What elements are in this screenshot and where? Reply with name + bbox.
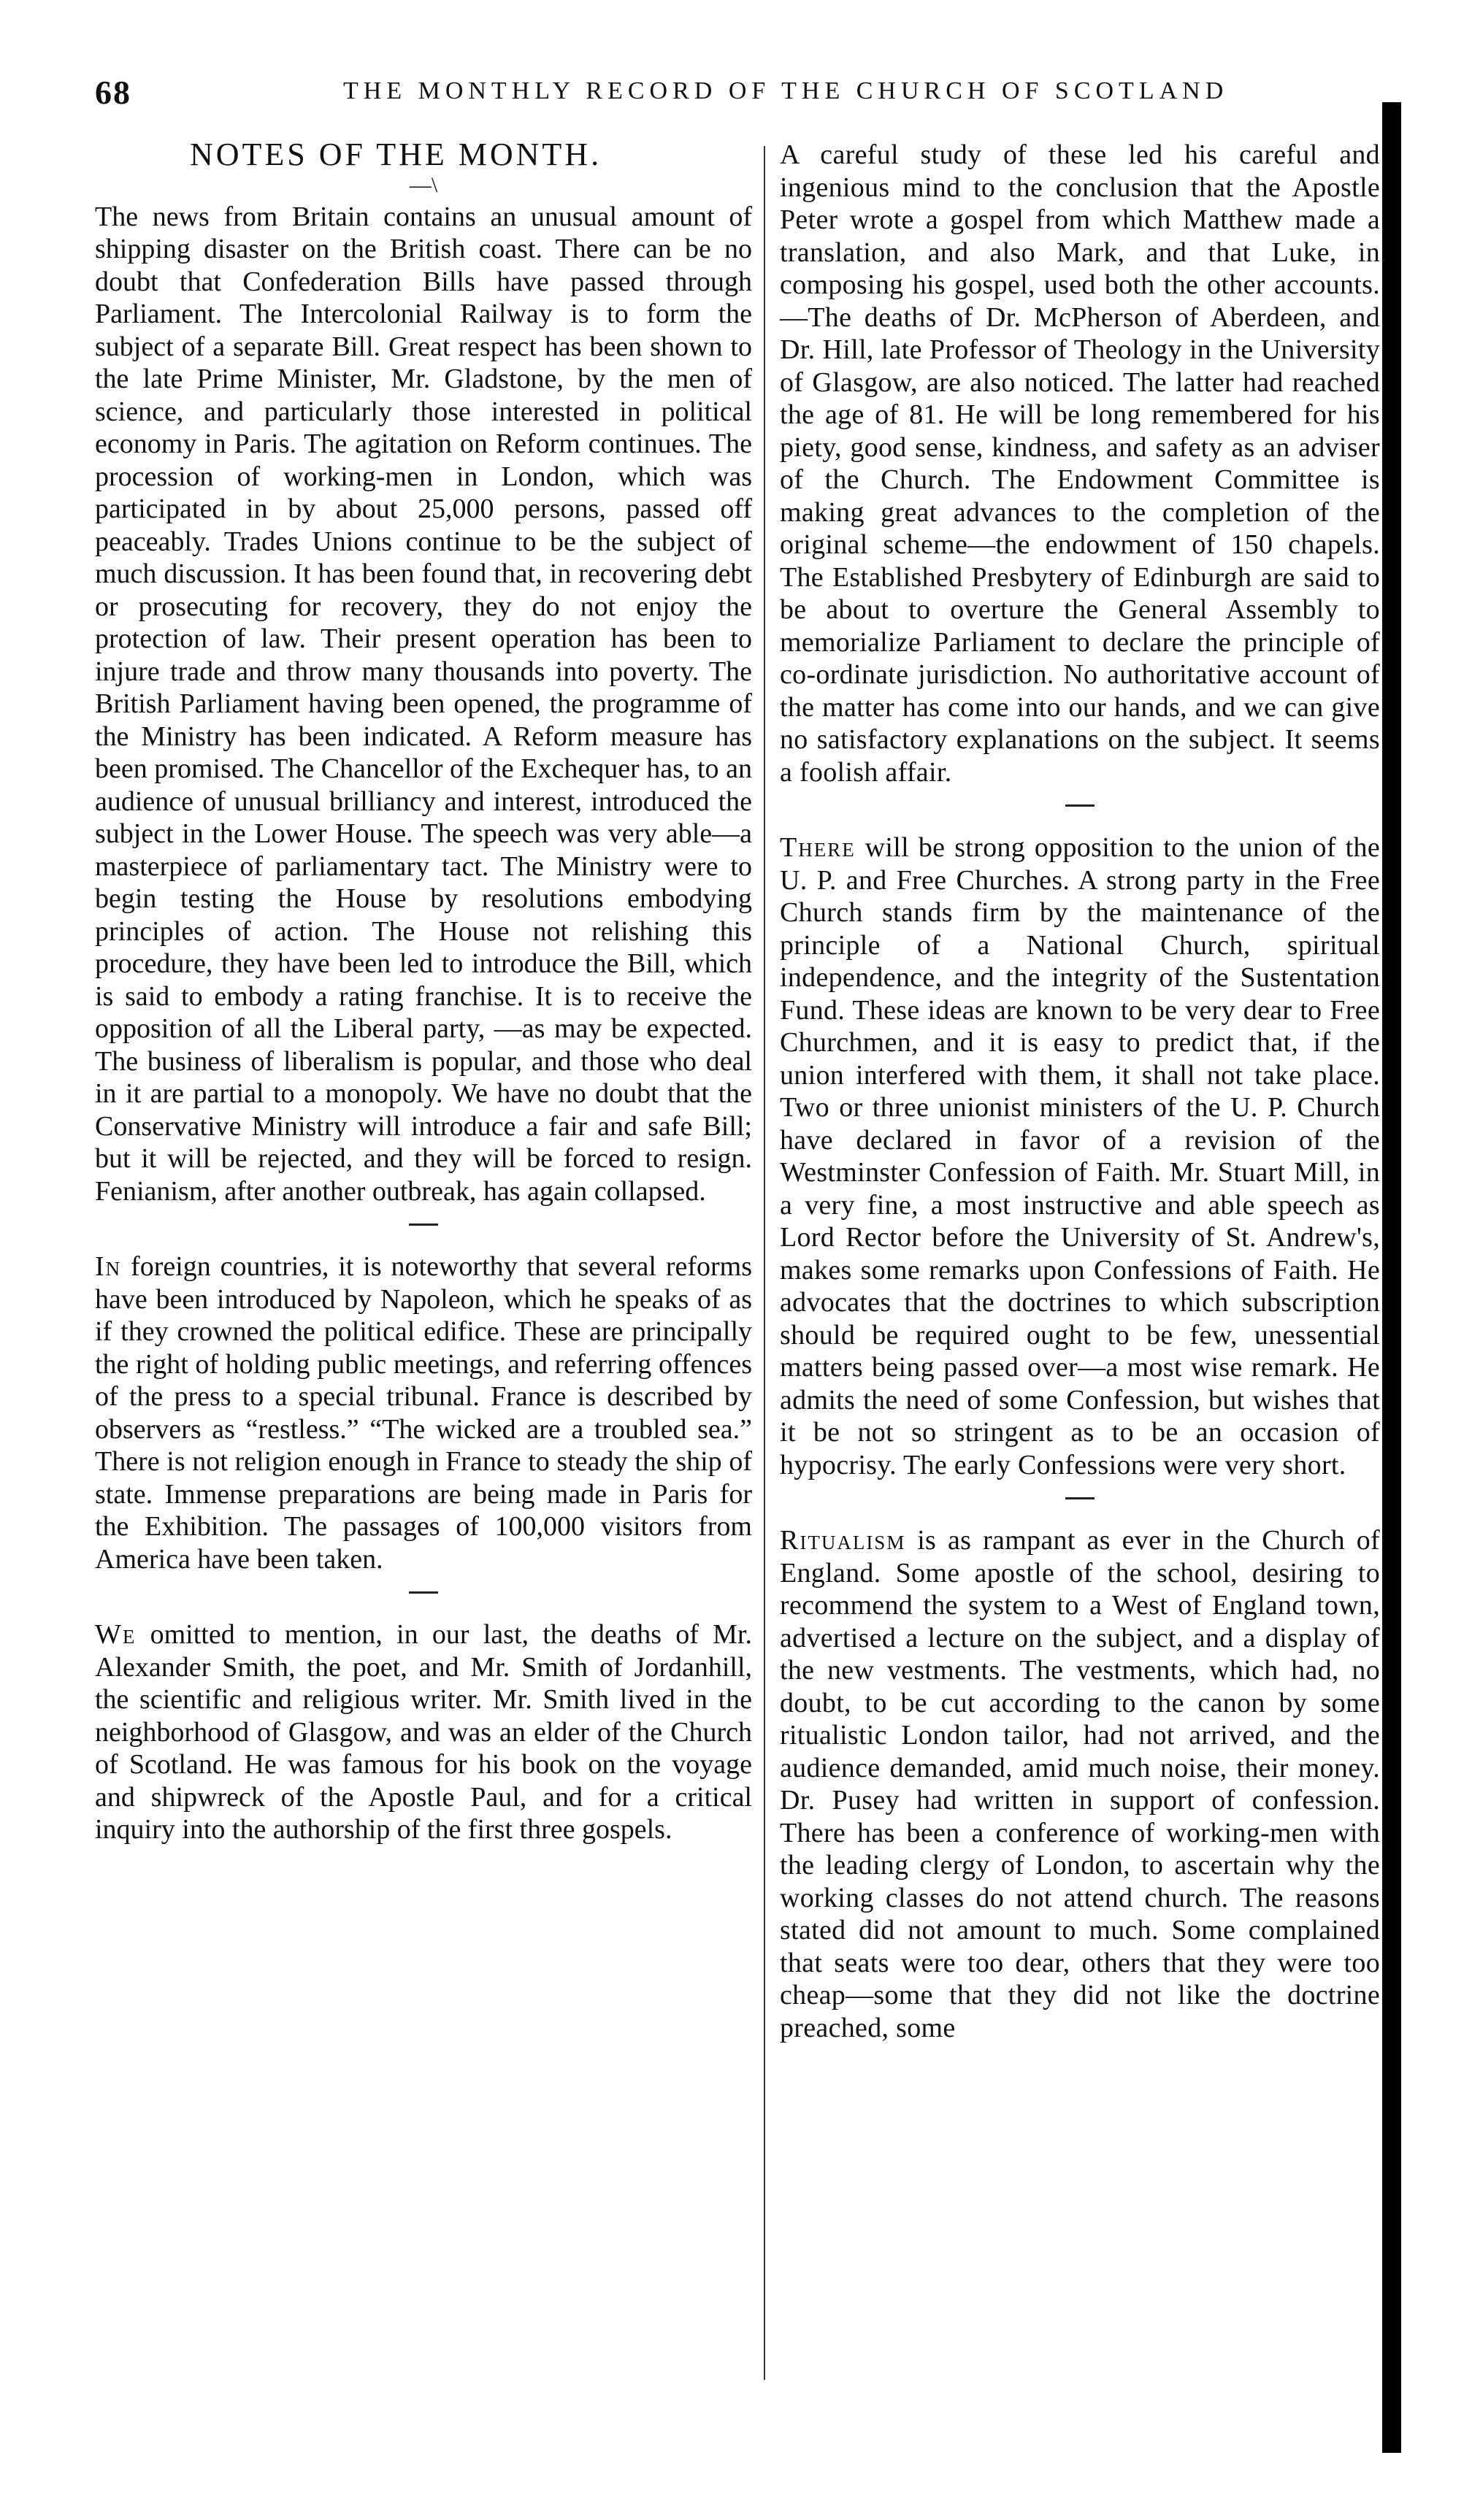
section-separator <box>1065 1497 1095 1499</box>
section-separator <box>409 1223 438 1226</box>
paragraph-text: omitted to mention, in our last, the deaths of Mr. Alexander Smith, the poet, and Mr. Smith of Jordanhill, the scientific and religious writer. Mr. Smith lived in the neighborhood of Glasgow, and was an elder of the Church of Scotland. He was famous for his book on the voyage and shipwreck of the Apostle Paul, and for a critical inquiry into the authorship of the first three gospels. <box>95 1619 752 1845</box>
paragraph-text: A careful study of these led his careful and ingenious mind to the conclusion that the Apostle Peter wrote a gospel from which Matthew made a translation, and also Mark, and that Luke, in composing his gospel, used both the other accounts.—The deaths of Dr. McPherson of Aberdeen, and Dr. Hill, late Professor of Theology in the University of Glasgow, are also noticed. The latter had reached the age of 81. He will be long remembered for his piety, good sense, kindness, and safety as an adviser of the Church. The Endowment Committee is making great advances to the completion of the original scheme—the endowment of 150 chapels. The Established Presbytery of Edinburgh are said to be about to overture the General Assembly to memorialize Parliament to declare the principle of co-ordinate jurisdiction. No authoritative account of the matter has come into our hands, and we can give no satisfactory explanations on the subject. It seems a foolish affair. <box>780 139 1380 788</box>
paragraph-gospel-study <box>780 139 1380 788</box>
paragraph-text: foreign countries, it is noteworthy that several reforms have been introduced by Napoleon, which he speaks of as if they crowned the political edifice. These are principally the right of holding public meetings, and referring offences of the press to a special tribunal. France is described by observers as “restless.” “The wicked are a troubled sea.” There is not religion enough in France to steady the ship of state. Immense preparations are being made in Paris for the Exhibition. The passages of 100,000 visitors from America have been taken. <box>95 1251 752 1575</box>
right-column <box>780 139 1380 2044</box>
paragraph-lead-word: Ritualism <box>780 1525 906 1556</box>
paragraph-foreign-countries <box>95 1251 752 1575</box>
paragraph-text: The news from Britain contains an unusual amount of shipping disaster on the British coast. There can be no doubt that Confederation Bills have passed through Parliament. The Intercolonial Railway is to form the subject of a separate Bill. Great respect has been shown to the late Prime Minister, Mr. Gladstone, by the men of science, and particularly those interested in political economy in Paris. The agitation on Reform continues. The procession of working-men in London, which was participated in by about 25,000 persons, passed off peaceably. Trades Unions continue to be the subject of much discussion. It has been found that, in recovering debt or prosecuting for recovery, they do not enjoy the protection of law. Their present operation has been to injure trade and throw many thousands into poverty. The British Parliament having been opened, the programme of the Ministry has been indicated. A Reform measure has been promised. The Chancellor of the Exchequer has, to an audience of unusual brilliancy and interest, introduced the subject in the Lower House. The speech was very able—a masterpiece of parliamentary tact. The Ministry were to begin testing the House by resolutions embodying principles of action. The House not relishing this procedure, they have been led to introduce the Bill, which is said to embody a rating franchise. It is to receive the opposition of all the Liberal party, —as may be expected. The business of liberalism is popular, and those who deal in it are partial to a monopoly. We have no doubt that the Conservative Ministry will introduce a fair and safe Bill; but it will be rejected, and they will be forced to resign. Fenianism, after another outbreak, has again collapsed. <box>95 201 752 1207</box>
paragraph-text: will be strong opposition to the union of the U. P. and Free Churches. A strong party in the Free Church stands firm by the maintenance of the principle of a National Church, spiritual independence, and the integrity of the Sustentation Fund. These ideas are known to be very dear to Free Churchmen, and it is easy to predict that, if the union interfered with them, it shall not take place. Two or three unionist ministers of the U. P. Church have declared in favor of a revision of the Westminster Confession of Faith. Mr. Stuart Mill, in a very fine, a most instructive and able speech as Lord Rector before the University of St. Andrew's, makes some remarks upon Confessions of Faith. He advocates that the doctrines to which subscription should be required ought to be few, unessential matters being passed over—a most wise remark. He admits the need of some Confession, but wishes that it be not so stringent as to be an occasion of hypocrisy. The early Confessions were very short. <box>780 832 1380 1480</box>
paragraph-text: is as rampant as ever in the Church of England. Some apostle of the school, desiring to recommend the system to a West of England town, advertised a lecture on the subject, and a display of the new vestments. The vestments, which had, no doubt, to be cut according to the canon by some ritualistic London tailor, had not arrived, and the audience demanded, amid much noise, their money. Dr. Pusey had written in support of confession. There has been a conference of working-men with the leading clergy of London, to ascertain why the working classes do not attend church. The reasons stated did not amount to much. Some complained that seats were too dear, others that they were too cheap—some that they did not like the doctrine preached, some <box>780 1525 1380 2043</box>
section-separator <box>409 1591 438 1594</box>
paragraph-church-union <box>780 831 1380 1481</box>
paragraph-lead-word: In <box>95 1251 122 1282</box>
paragraph-lead-word: There <box>780 832 856 863</box>
left-column <box>95 139 752 1846</box>
scan-edge-shadow <box>1382 102 1401 2453</box>
column-divider <box>764 146 765 2380</box>
journal-title: THE MONTHLY RECORD OF THE CHURCH OF SCOTLAND <box>343 77 1229 104</box>
section-title: NOTES OF THE MONTH. <box>190 137 602 172</box>
paragraph-ritualism <box>780 1524 1380 2044</box>
title-ornament: —\ <box>409 172 438 197</box>
paragraph-lead-word: We <box>95 1619 137 1650</box>
paragraph-britain-news <box>95 201 752 1208</box>
running-head <box>95 73 1336 117</box>
paragraph-obituaries <box>95 1618 752 1846</box>
page-number: 68 <box>95 74 131 111</box>
section-separator <box>1065 804 1095 807</box>
